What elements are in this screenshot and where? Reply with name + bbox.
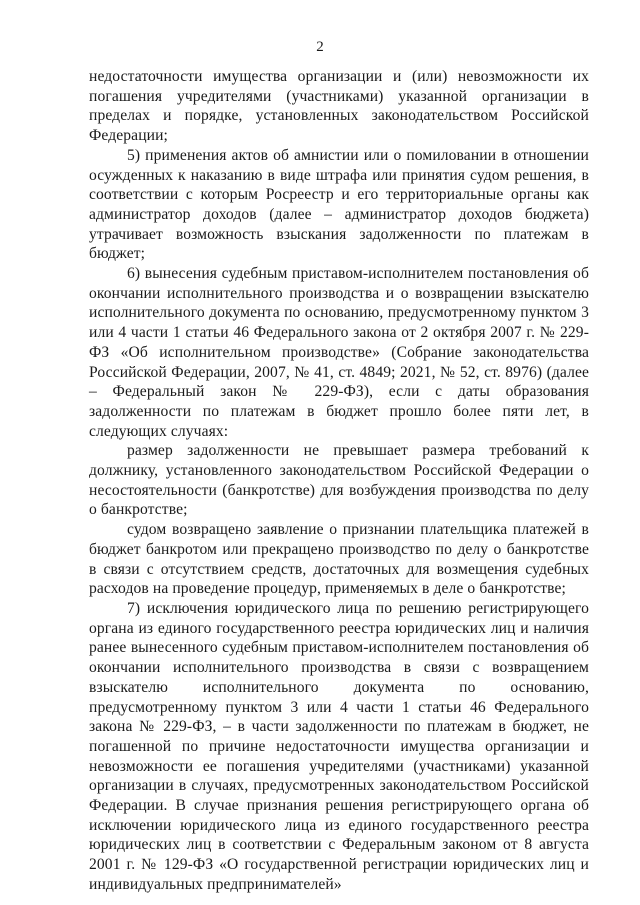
- paragraph-item-6: 6) вынесения судебным приставом-исполнителем постановления об окончании исполнительного производства и о возвращении взыскателю исполнительного документа по основанию, предусмотренному пунктом 3 или 4 части 1 статьи 46 Федерального закона от 2 октября 2007 г. № 229-ФЗ «Об исполнительном производстве» (Собрание законодательства Российской Федерации, 2007, № 41, ст. 4849; 2021, № 52, ст. 8976) (далее – Федеральный закон № 229-ФЗ), если с даты образования задолженности по платежам в бюджет прошло более пяти лет, в следующих случаях:: [89, 265, 589, 440]
- paragraph-case-debt-size: размер задолженности не превышает размера требований к должнику, установленного законодательством Российской Федерации о несостоятельности (банкротстве) для возбуждения производства по делу о банкротстве;: [89, 442, 589, 519]
- page-number: 2: [316, 39, 324, 55]
- paragraph-item-7: 7) исключения юридического лица по решению регистрирующего органа из единого государственного реестра юридических лиц и наличия ранее вынесенного судебным приставом-исполнителем постановления об окончании исполнительного производства в связи с возвращением взыскателю исполнительного документа по основанию, предусмотренному пунктом 3 или 4 части 1 статьи 46 Федерального закона № 229-ФЗ, – в части задолженности по платежам в бюджет, не погашенной по причине недостаточности имущества организации и невозможности ее погашения учредителями (участниками) указанной организации в случаях, предусмотренных законодательством Российской Федерации. В случае признания решения регистрирующего органа об исключении юридического лица из единого государственного реестра юридических лиц в соответствии с Федеральным законом от 8 августа 2001 г. № 129-ФЗ «О государственной регистрации юридических лиц и индивидуальных предпринимателей»: [89, 599, 589, 893]
- document-body: [89, 67, 589, 895]
- paragraph-case-court-returned: судом возвращено заявление о признании плательщика платежей в бюджет банкротом или прекращено производство по делу о банкротстве в связи с отсутствием средств, достаточных для возмещения судебных расходов на проведение процедур, применяемых в деле о банкротстве;: [89, 521, 589, 598]
- paragraph-continuation: недостаточности имущества организации и (или) невозможности их погашения учредителями (участниками) указанной организации в пределах и порядке, установленных законодательством Российской Федерации;: [89, 68, 589, 145]
- paragraph-item-5: 5) применения актов об амнистии или о помиловании в отношении осужденных к наказанию в виде штрафа или принятия судом решения, в соответствии с которым Росреестр и его территориальные органы как администратор доходов (далее – администратор доходов бюджета) утрачивает возможность взыскания задолженности по платежам в бюджет;: [89, 146, 589, 263]
